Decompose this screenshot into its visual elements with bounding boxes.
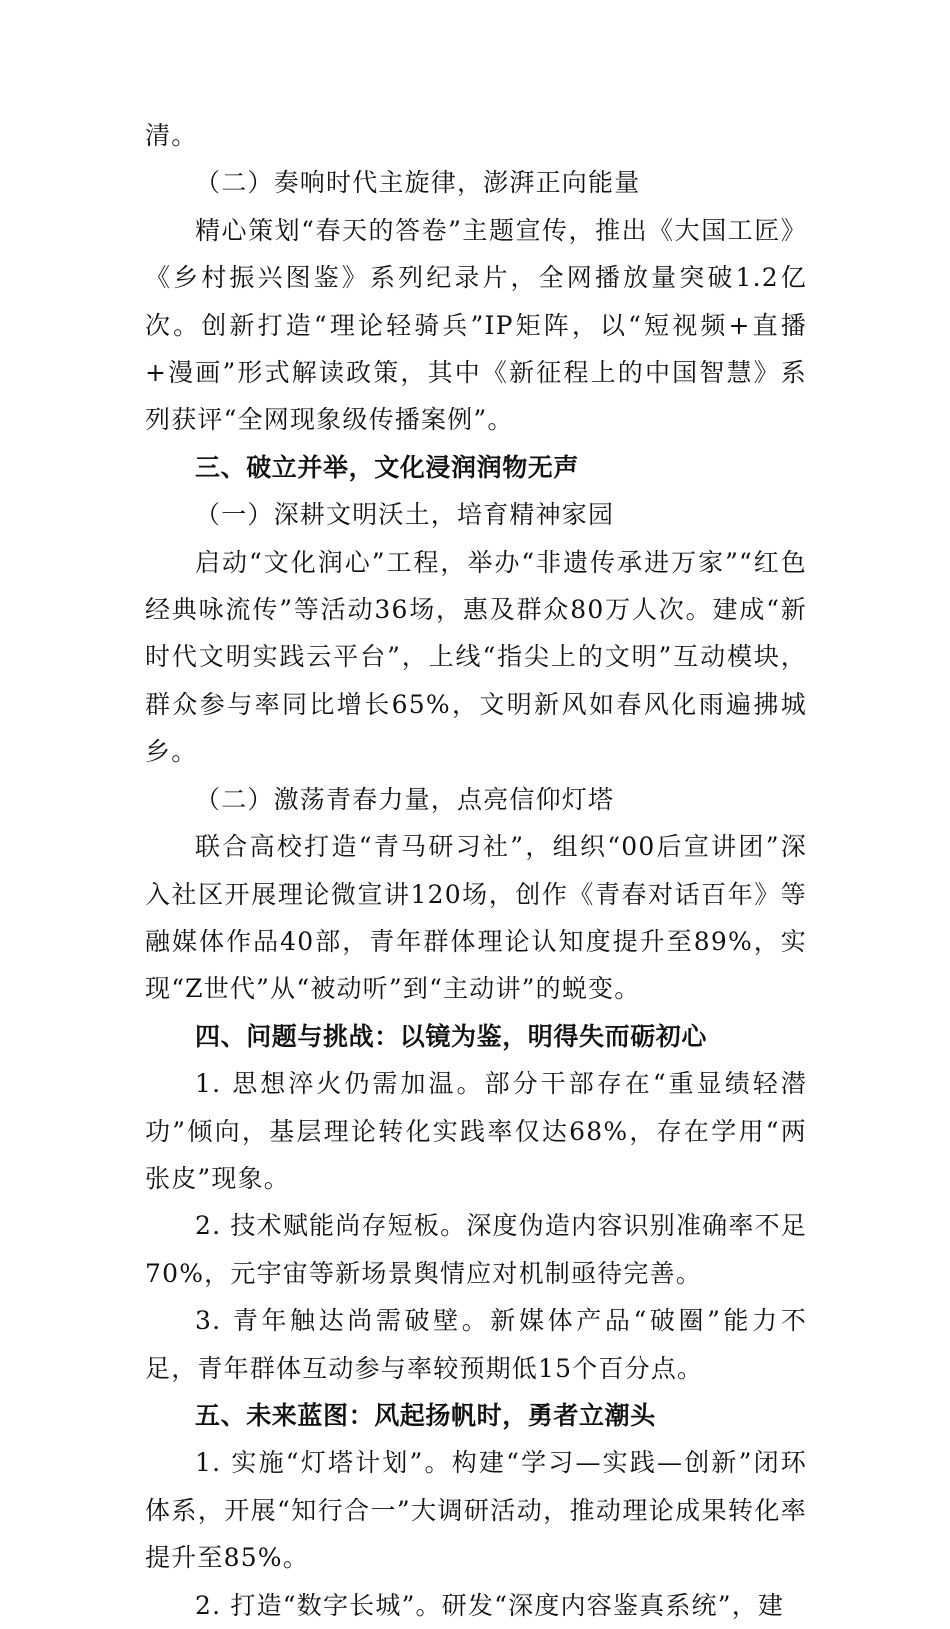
subsection-heading: （一）深耕文明沃土，培育精神家园: [195, 500, 615, 530]
section-heading: 三、破立并举，文化浸润润物无声: [195, 452, 580, 482]
paragraph-continuation: 清。: [145, 121, 198, 150]
list-paragraph: 2. 打造“数字长城”。研发“深度内容鉴真系统”，建: [195, 1590, 785, 1620]
document-body: [145, 112, 807, 1629]
subsection-heading: （二）激荡青春力量，点亮信仰灯塔: [195, 784, 615, 814]
list-paragraph: 1. 实施“灯塔计划”。构建“学习—实践—创新”闭环体系，开展“知行合一”大调研活动，推动理论成果转化率提升至85%。: [145, 1448, 807, 1573]
section-heading: 四、问题与挑战：以镜为鉴，明得失而砺初心: [195, 1021, 708, 1051]
section-heading: 五、未来蓝图：风起扬帆时，勇者立潮头: [195, 1400, 656, 1430]
list-paragraph: 2. 技术赋能尚存短板。深度伪造内容识别准确率不足70%，元宇宙等新场景舆情应对机制亟待完善。: [145, 1211, 807, 1288]
subsection-heading: （二）奏响时代主旋律，澎湃正向能量: [195, 168, 641, 198]
list-paragraph: 3. 青年触达尚需破壁。新媒体产品“破圈”能力不足，青年群体互动参与率较预期低15个百分点。: [145, 1306, 807, 1383]
paragraph: 联合高校打造“青马研习社”，组织“00后宣讲团”深入社区开展理论微宣讲120场，创作《青春对话百年》等融媒体作品40部，青年群体理论认知度提升至89%，实现“Z世代”从“被动听”到“主动讲”的蜕变。: [145, 832, 807, 1004]
list-paragraph: 1. 思想淬火仍需加温。部分干部存在“重显绩轻潜功”倾向，基层理论转化实践率仅达68%，存在学用“两张皮”现象。: [145, 1069, 807, 1193]
paragraph: 精心策划“春天的答卷”主题宣传，推出《大国工匠》《乡村振兴图鉴》系列纪录片，全网播放量突破1.2亿次。创新打造“理论轻骑兵”IP矩阵，以“短视频+直播+漫画”形式解读政策，其中《新征程上的中国智慧》系列获评“全网现象级传播案例”。: [145, 215, 807, 435]
paragraph: 启动“文化润心”工程，举办“非遗传承进万家”“红色经典咏流传”等活动36场，惠及群众80万人次。建成“新时代文明实践云平台”，上线“指尖上的文明”互动模块，群众参与率同比增长65%，文明新风如春风化雨遍拂城乡。: [145, 547, 807, 767]
